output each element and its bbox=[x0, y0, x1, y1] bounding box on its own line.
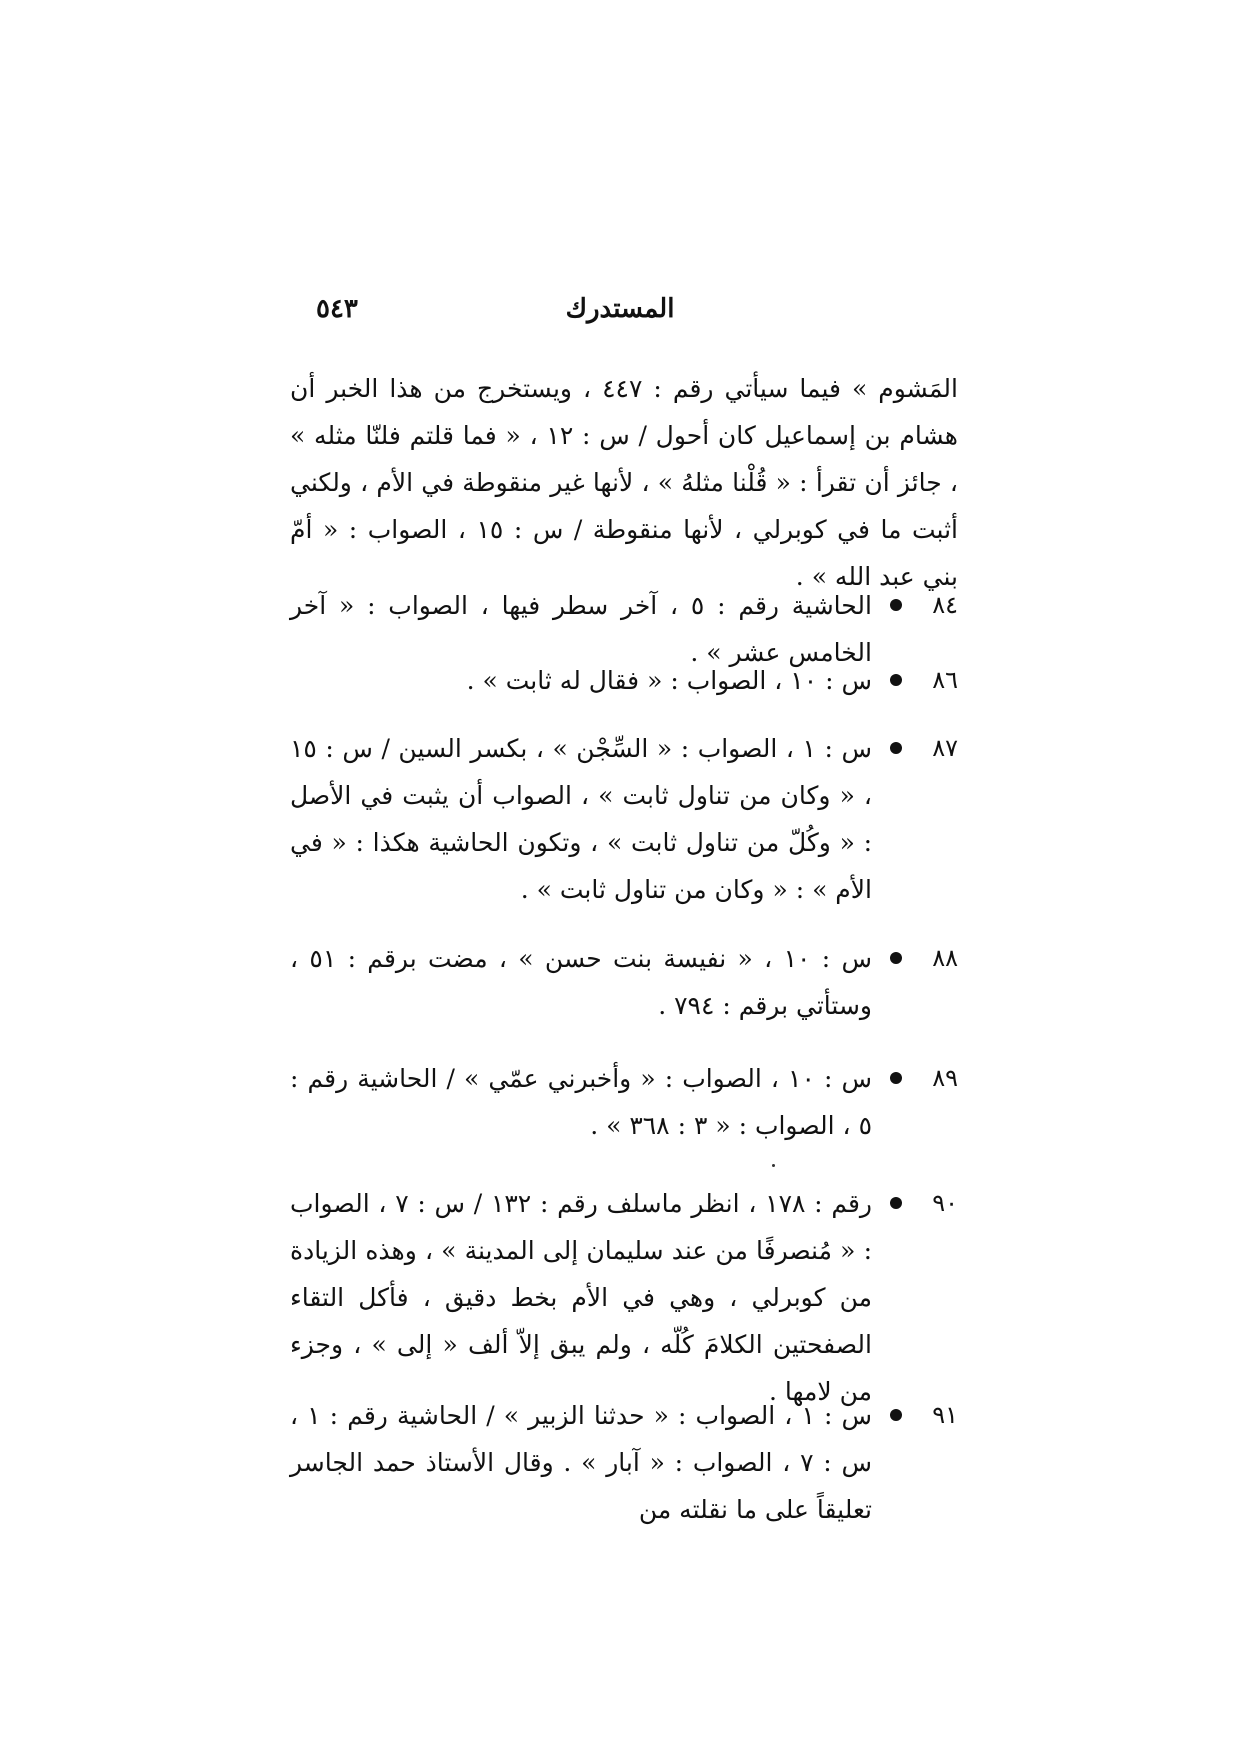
bullet-icon bbox=[890, 599, 902, 611]
entry-88 bbox=[290, 935, 958, 1029]
entry-number: ٨٨ bbox=[932, 944, 958, 972]
entry-91 bbox=[290, 1392, 958, 1533]
entry-text: الحاشية رقم : ٥ ، آخر سطر فيها ، الصواب : « آخر الخامس عشر » . bbox=[290, 591, 872, 667]
entry-text: س : ١٠ ، « نفيسة بنت حسن » ، مضت برقم : ٥١ ، وستأتي برقم : ٧٩٤ . bbox=[290, 944, 872, 1020]
entry-number: ٩١ bbox=[932, 1401, 958, 1429]
bullet-icon bbox=[890, 1409, 902, 1421]
entry-text: س : ١٠ ، الصواب : « فقال له ثابت » . bbox=[466, 666, 872, 695]
bullet-icon bbox=[890, 952, 902, 964]
entry-text: س : ١ ، الصواب : « حدثنا الزبير » / الحاشية رقم : ١ ، س : ٧ ، الصواب : « آبار » . وقال الأستاذ حمد الجاسر تعليقاً على ما نقلته من bbox=[290, 1401, 872, 1524]
entry-90 bbox=[290, 1180, 958, 1415]
entry-number: ٨٩ bbox=[932, 1064, 958, 1092]
stray-dot bbox=[772, 1164, 775, 1167]
entry-text: س : ١ ، الصواب : « السِّجْن » ، بكسر السين / س : ١٥ ، « وكان من تناول ثابت » ، الصواب أن يثبت في الأصل : « وكُلّ من تناول ثابت » ، وتكون الحاشية هكذا : « في الأم » : « وكان من تناول ثابت » . bbox=[290, 734, 872, 904]
bullet-icon bbox=[890, 1072, 902, 1084]
entry-number: ٩٠ bbox=[932, 1189, 958, 1217]
entry-number: ٨٦ bbox=[932, 666, 958, 694]
page-number: ٥٤٣ bbox=[316, 294, 358, 324]
bullet-icon bbox=[890, 1197, 902, 1209]
entry-86 bbox=[290, 657, 958, 704]
continuation-paragraph: المَشوم » فيما سيأتي رقم : ٤٤٧ ، ويستخرج من هذا الخبر أن هشام بن إسماعيل كان أحول / س : ١٢ ، « فما قلتم فلنّا مثله » ، جائز أن تقرأ : « قُلْنا مثلهُ » ، لأنها غير منقوطة في الأم ، ولكني أثبت ما في كوبرلي ، لأنها منقوطة / س : ١٥ ، الصواب : « أمّ بني عبد الله » . bbox=[290, 374, 958, 591]
entry-87 bbox=[290, 725, 958, 913]
entry-text: س : ١٠ ، الصواب : « وأخبرني عمّي » / الحاشية رقم : ٥ ، الصواب : « ٣ : ٣٦٨ » . bbox=[290, 1064, 872, 1140]
entry-text: رقم : ١٧٨ ، انظر ماسلف رقم : ١٣٢ / س : ٧ ، الصواب : « مُنصرفًا من عند سليمان إلى المدينة » ، وهذه الزيادة من كوبرلي ، وهي في الأم بخط دقيق ، فأكل التقاء الصفحتين الكلامَ كُلّه ، ولم يبق إلاّ ألف « إلى » ، وجزء من لامها . bbox=[290, 1189, 872, 1406]
bullet-icon bbox=[890, 742, 902, 754]
entry-number: ٨٤ bbox=[932, 591, 958, 619]
entry-number: ٨٧ bbox=[932, 734, 958, 762]
entry-89 bbox=[290, 1055, 958, 1149]
running-head: المستدرك bbox=[565, 294, 675, 324]
bullet-icon bbox=[890, 674, 902, 686]
